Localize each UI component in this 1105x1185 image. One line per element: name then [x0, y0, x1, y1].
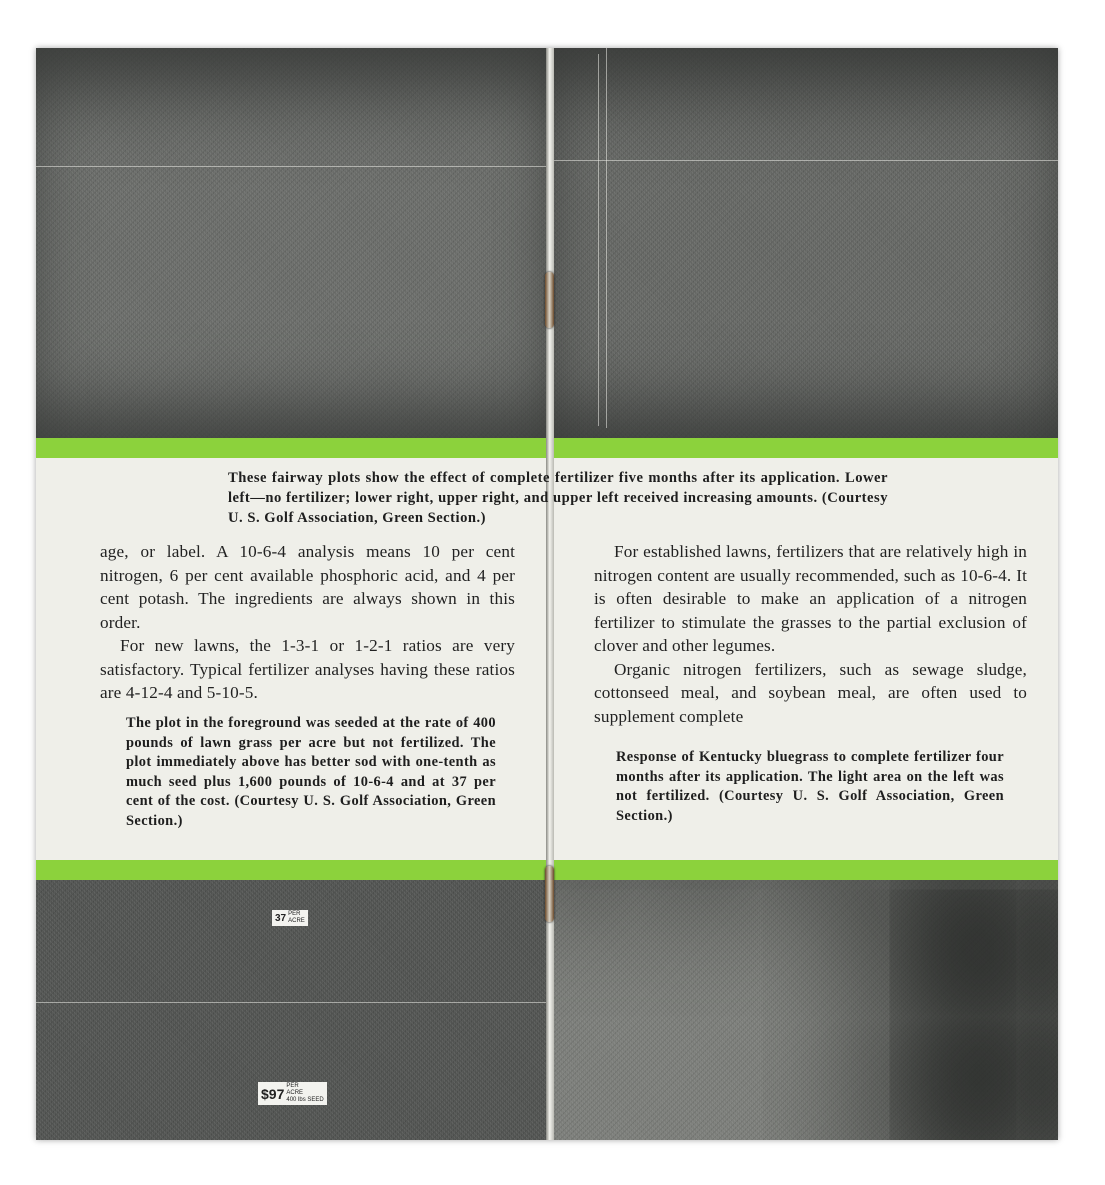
right-body-text — [594, 540, 1027, 728]
left-photo-caption: The plot in the foreground was seeded at the rate of 400 pounds of lawn grass per acre but not fertilized. The plot immediately above has better sod with one-tenth as much seed plus 1,600 pounds of 10-6-4 and at 37 per cent of the cost. (Courtesy U. S. Golf Association, Green Section.) — [126, 715, 496, 829]
green-band-bottom-right — [554, 860, 1058, 880]
right-page — [554, 48, 1058, 1140]
right-paragraph-2: Organic nitrogen fertilizers, such as sewage sludge, cottonseed meal, and soybean meal, are often used to supplement complete — [594, 659, 1027, 726]
left-paragraph-1: age, or label. A 10-6-4 analysis means 10 per cent nitrogen, 6 per cent available phosphoric acid, and 4 per cent potash. The ingredients are always shown in this order. — [100, 542, 515, 632]
seeding-plots-photo — [36, 880, 546, 1140]
right-paragraph-1: For established lawns, fertilizers that are relatively high in nitrogen content are usually recommended, such as 10-6-4. It is often desirable to make an application of a nitrogen fertilizer to stimulate the grasses to the partial exclusion of clover and other legumes. — [594, 542, 1027, 655]
left-paragraph-2: For new lawns, the 1-3-1 or 1-2-1 ratios are very satisfactory. Typical fertilizer analyses having these ratios are 4-12-4 and 5-10-5. — [100, 636, 515, 702]
left-body-text — [100, 540, 515, 705]
green-band-bottom-left — [36, 860, 546, 880]
booklet-gutter — [546, 48, 554, 1140]
right-photo-caption: Response of Kentucky bluegrass to complete fertilizer four months after its application. The light area on the left was not fertilized. (Courtesy U. S. Golf Association, Green Section.) — [616, 749, 1004, 824]
open-booklet — [36, 48, 1058, 1140]
fairway-plots-photo-upper-right — [554, 48, 1058, 438]
fairway-plots-photo-upper-left — [36, 48, 546, 438]
green-band-top — [36, 438, 546, 458]
price-tag-upper: 37 PER ACRE — [272, 910, 308, 926]
left-page — [36, 48, 546, 1140]
price-tag-lower: $97 PER ACRE 400 lbs SEED — [258, 1082, 327, 1105]
staple-upper — [545, 272, 554, 328]
green-band-top-right — [554, 438, 1058, 458]
fairway-plots-caption: These fairway plots show the effect of complete fertilizer five months after its application. Lower left—no fertilizer; lower right, upper right, and upper left received increasing amounts. (Courtesy U. S. Golf Association, Green Section.) — [228, 470, 888, 526]
kentucky-bluegrass-photo — [554, 880, 1058, 1140]
staple-lower — [545, 866, 554, 922]
